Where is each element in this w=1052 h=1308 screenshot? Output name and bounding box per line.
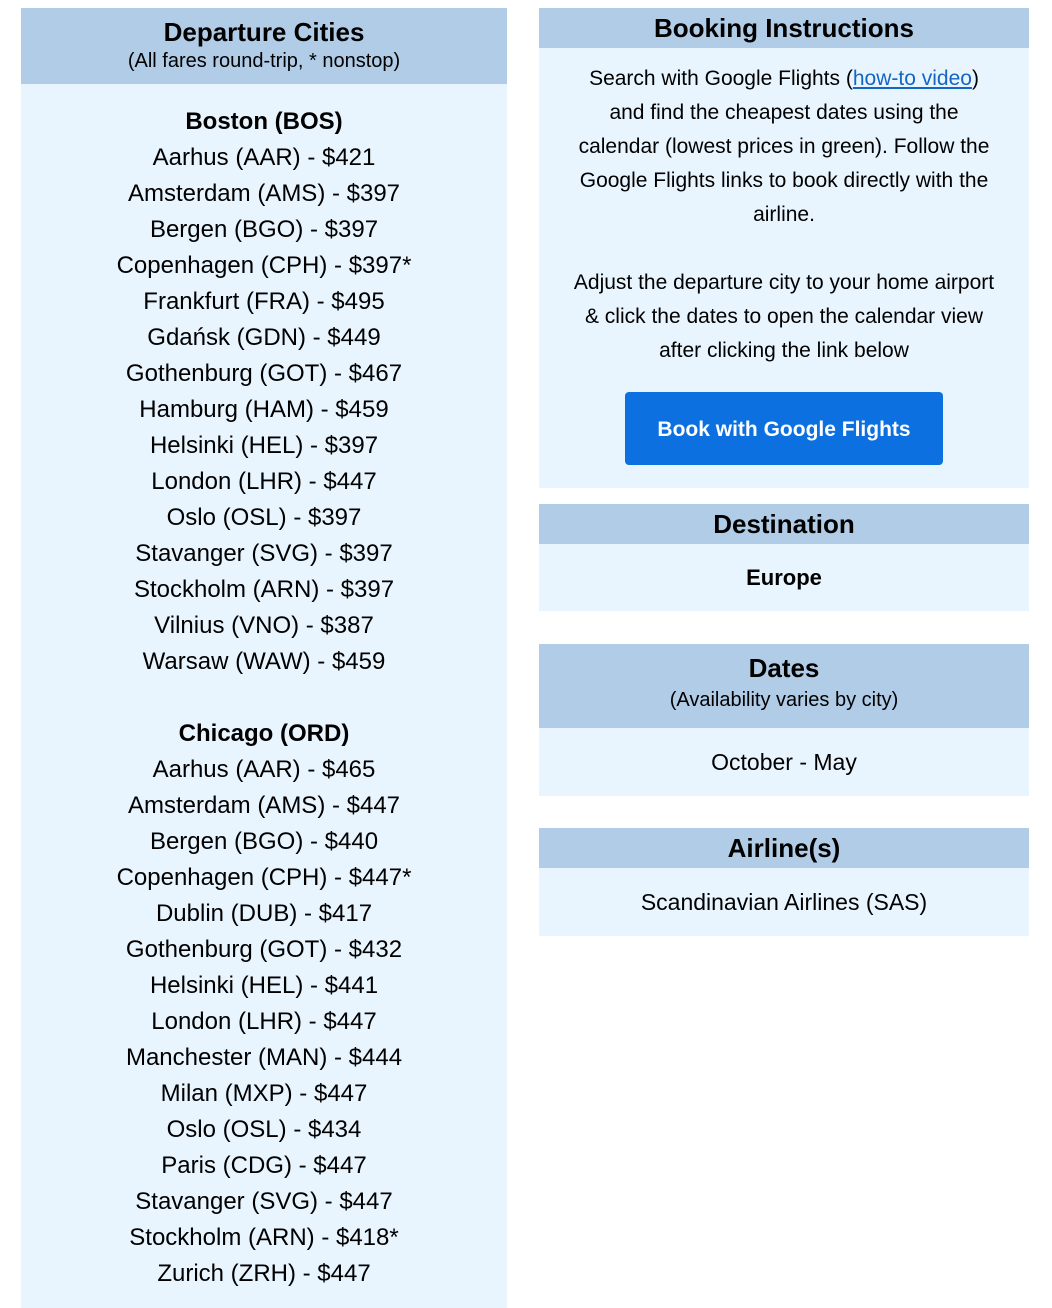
route-fare-item: Helsinki (HEL) - $441 [149, 972, 379, 999]
route-fare-item: Oslo (OSL) - $397 [166, 504, 362, 531]
departure-cities-panel [21, 8, 507, 1308]
booking-instructions-panel [539, 8, 1029, 488]
route-fare-item: Warsaw (WAW) - $459 [142, 648, 386, 675]
route-fare-item: Helsinki (HEL) - $397 [149, 432, 379, 459]
destination-title: Destination [539, 504, 1029, 544]
route-fare-item: Stavanger (SVG) - $397 [135, 540, 393, 567]
departure-city-heading: Chicago (ORD) [178, 720, 350, 747]
route-fare-item: Stockholm (ARN) - $418* [129, 1224, 399, 1251]
route-fare-item: Aarhus (AAR) - $421 [152, 144, 376, 171]
departure-cities-header [21, 8, 507, 84]
departure-group [21, 104, 507, 680]
route-fare-item: Hamburg (HAM) - $459 [139, 396, 389, 423]
destination-panel [539, 504, 1029, 611]
dates-title: Dates [748, 653, 820, 683]
airlines-panel [539, 828, 1029, 936]
route-fare-item: London (LHR) - $447 [151, 1008, 377, 1035]
how-to-video-link[interactable]: how-to video [852, 67, 972, 90]
route-fare-item: Amsterdam (AMS) - $397 [127, 180, 401, 207]
destination-value: Europe [746, 565, 822, 590]
dates-header [539, 644, 1029, 728]
route-fare-item: Aarhus (AAR) - $465 [152, 756, 376, 783]
route-fare-item: Paris (CDG) - $447 [161, 1152, 367, 1179]
route-fare-item: Bergen (BGO) - $397 [149, 216, 379, 243]
route-fare-item: Oslo (OSL) - $434 [166, 1116, 362, 1143]
route-fare-item: Gothenburg (GOT) - $432 [125, 936, 403, 963]
departure-city-heading: Boston (BOS) [185, 108, 343, 135]
route-fare-item: Zurich (ZRH) - $447 [157, 1260, 371, 1287]
booking-instructions-paragraph-1 [573, 62, 995, 232]
route-fare-item: Gdańsk (GDN) - $449 [147, 324, 381, 351]
booking-instructions-body [539, 48, 1029, 368]
dates-value: October - May [711, 749, 857, 775]
route-fare-item: Amsterdam (AMS) - $447 [127, 792, 401, 819]
dates-subtitle: (Availability varies by city) [669, 689, 899, 711]
route-fare-item: Frankfurt (FRA) - $495 [143, 288, 385, 315]
airlines-value: Scandinavian Airlines (SAS) [640, 889, 928, 915]
route-fare-item: Bergen (BGO) - $440 [149, 828, 379, 855]
booking-instructions-title: Booking Instructions [539, 8, 1029, 48]
departure-cities-title: Departure Cities [163, 17, 365, 47]
instructions-text-before: Search with Google Flights ( [589, 67, 853, 90]
departure-cities-subtitle: (All fares round-trip, * nonstop) [127, 50, 401, 72]
dates-panel [539, 644, 1029, 796]
booking-instructions-paragraph-2: Adjust the departure city to your home airport & click the dates to open the calendar view after clicking the link below [573, 271, 995, 362]
departure-city-list [21, 84, 507, 1292]
route-fare-item: London (LHR) - $447 [151, 468, 377, 495]
route-fare-item: Manchester (MAN) - $444 [125, 1044, 403, 1071]
route-fare-item: Vilnius (VNO) - $387 [154, 612, 374, 639]
book-google-flights-button[interactable]: Book with Google Flights [625, 392, 943, 465]
route-fare-item: Stavanger (SVG) - $447 [135, 1188, 393, 1215]
route-fare-item: Dublin (DUB) - $417 [155, 900, 373, 927]
route-fare-item: Milan (MXP) - $447 [160, 1080, 368, 1107]
departure-group [21, 716, 507, 1292]
route-fare-item: Stockholm (ARN) - $397 [133, 576, 395, 603]
route-fare-item: Gothenburg (GOT) - $467 [125, 360, 403, 387]
route-fare-item: Copenhagen (CPH) - $397* [116, 252, 412, 279]
instructions-text-after: ) and find the cheapest dates using the calendar (lowest prices in green). Follow the Google Flights links to book directly with the airline. [578, 67, 990, 226]
airlines-title: Airline(s) [539, 828, 1029, 868]
route-fare-item: Copenhagen (CPH) - $447* [116, 864, 412, 891]
